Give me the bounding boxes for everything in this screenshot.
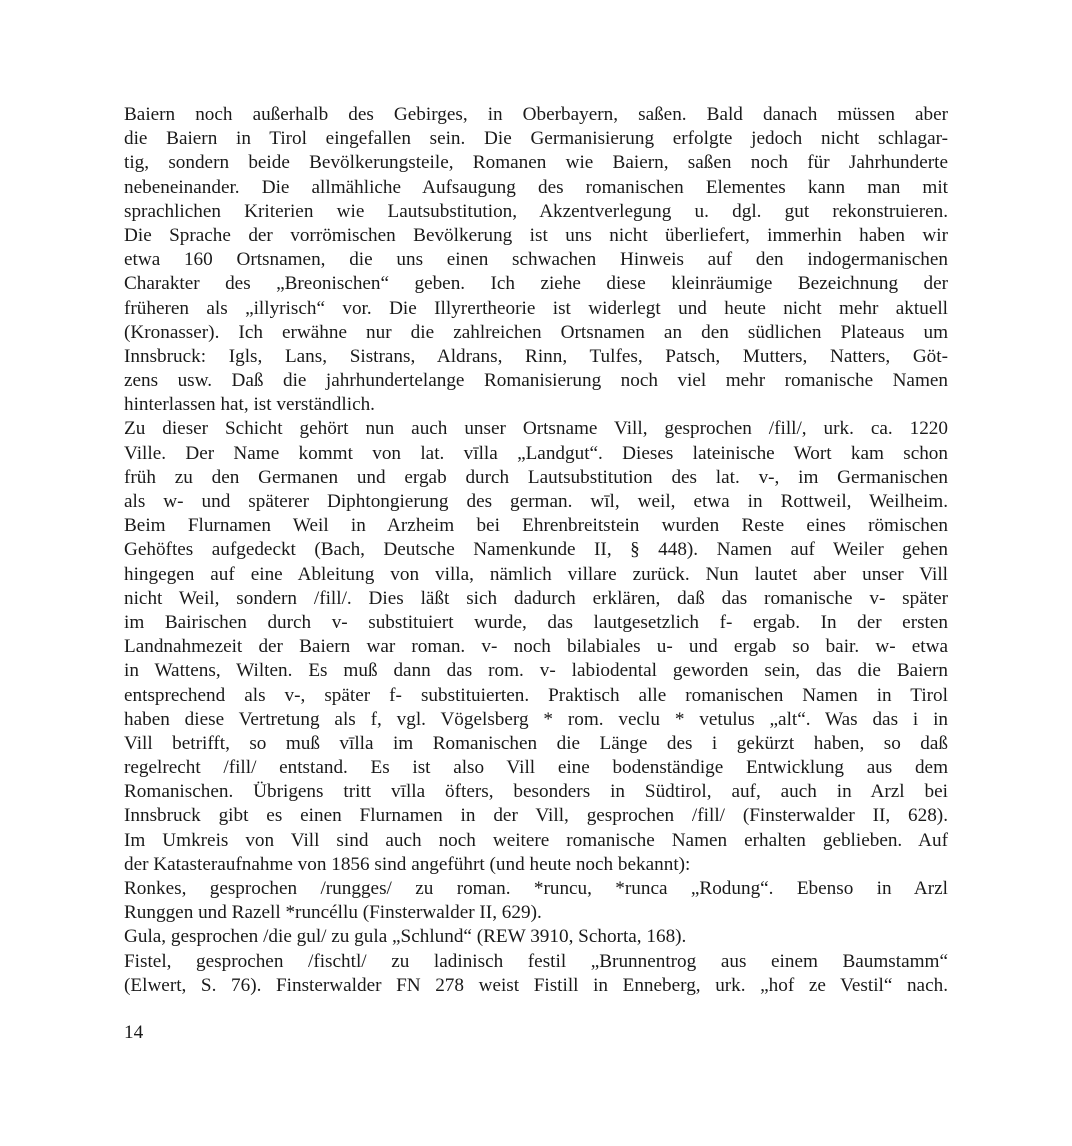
- text-line: in Wattens, Wilten. Es muß dann das rom. v- labiodental geworden sein, das die Baiern: [124, 660, 948, 682]
- text-line: Vill betrifft, so muß vīlla im Romanischen die Länge des i gekürzt haben, so daß: [124, 732, 948, 754]
- text-line: als w- und späterer Diphtongierung des german. wīl, weil, etwa in Rottweil, Weilheim.: [124, 491, 948, 512]
- text-line: Fistel, gesprochen /fischtl/ zu ladinisch festil „Brunnentrog aus einem Baumstamm“: [124, 950, 948, 972]
- text-line: haben diese Vertretung als f, vgl. Vögelsberg * rom. veclu * vetulus „alt“. Was das i in: [124, 708, 948, 730]
- text-line: Innsbruck: Igls, Lans, Sistrans, Aldrans, Rinn, Tulfes, Patsch, Mutters, Natters, Göt-: [124, 345, 948, 367]
- text-line: Ronkes, gesprochen /rungges/ zu roman. *runcu, *runca „Rodung“. Ebenso in Arzl: [124, 878, 948, 899]
- text-line: entsprechend als v-, später f- substituierten. Praktisch alle romanischen Namen in Tirol: [124, 684, 948, 706]
- text-line: Ville. Der Name kommt von lat. vīlla „Landgut“. Dieses lateinische Wort kam schon: [124, 442, 948, 464]
- text-line: Zu dieser Schicht gehört nun auch unser Ortsname Vill, gesprochen /fill/, urk. ca. 1220: [124, 418, 948, 440]
- text-line: Im Umkreis von Vill sind auch noch weitere romanische Namen erhalten geblieben. Auf: [124, 829, 948, 851]
- text-line: Charakter des „Breonischen“ geben. Ich ziehe diese kleinräumige Bezeichnung der: [124, 273, 948, 295]
- text-line: hinterlassen hat, ist verständlich.: [124, 394, 375, 416]
- text-line: Gula, gesprochen /die gul/ zu gula „Schlund“ (REW 3910, Schorta, 168).: [124, 926, 687, 948]
- text-line: zens usw. Daß die jahrhundertelange Romanisierung noch viel mehr romanische Namen: [124, 370, 948, 392]
- text-line: nebeneinander. Die allmähliche Aufsaugung des romanischen Elementes kann man mit: [124, 176, 948, 198]
- text-line: die Baiern in Tirol eingefallen sein. Die Germanisierung erfolgte jedoch nicht schlagar-: [124, 128, 948, 150]
- text-line: früh zu den Germanen und ergab durch Lautsubstitution des lat. v-, im Germanischen: [124, 466, 948, 488]
- text-line: Landnahmezeit der Baiern war roman. v- noch bilabiales u- und ergab so bair. w- etwa: [124, 636, 948, 658]
- text-line: (Elwert, S. 76). Finsterwalder FN 278 weist Fistill in Enneberg, urk. „hof ze Vestil“ nach.: [124, 974, 948, 996]
- text-line: regelrecht /fill/ entstand. Es ist also Vill eine bodenständige Entwicklung aus dem: [124, 757, 948, 779]
- text-line: hingegen auf eine Ableitung von villa, nämlich villare zurück. Nun lautet aber unser Vill: [124, 563, 948, 585]
- text-line: Beim Flurnamen Weil in Arzheim bei Ehrenbreitstein wurden Reste eines römischen: [124, 515, 948, 537]
- text-line: früheren als „illyrisch“ vor. Die Illyrertheorie ist widerlegt und heute nicht mehr aktuell: [124, 297, 948, 319]
- text-line: Runggen und Razell *runcéllu (Finsterwalder II, 629).: [124, 902, 542, 924]
- text-line: Innsbruck gibt es einen Flurnamen in der Vill, gesprochen /fill/ (Finsterwalder II, 628).: [124, 805, 948, 827]
- page-number: 14: [124, 1022, 144, 1043]
- text-line: Gehöftes aufgedeckt (Bach, Deutsche Namenkunde II, § 448). Namen auf Weiler gehen: [124, 539, 948, 561]
- text-line: Romanischen. Übrigens tritt vīlla öfters, besonders in Südtirol, auf, auch in Arzl bei: [124, 781, 948, 803]
- text-line: der Katasteraufnahme von 1856 sind angeführt (und heute noch bekannt):: [124, 853, 691, 875]
- body-text: [124, 103, 948, 998]
- text-line: Die Sprache der vorrömischen Bevölkerung ist uns nicht überliefert, immerhin haben wir: [124, 224, 948, 246]
- text-line: Baiern noch außerhalb des Gebirges, in Oberbayern, saßen. Bald danach müssen aber: [124, 104, 948, 125]
- text-line: tig, sondern beide Bevölkerungsteile, Romanen wie Baiern, saßen noch für Jahrhunderte: [124, 152, 948, 174]
- text-line: im Bairischen durch v- substituiert wurde, das lautgesetzlich f- ergab. In der ersten: [124, 611, 948, 633]
- text-line: etwa 160 Ortsnamen, die uns einen schwachen Hinweis auf den indogermanischen: [124, 249, 948, 271]
- text-line: nicht Weil, sondern /fill/. Dies läßt sich dadurch erklären, daß das romanische v- später: [124, 587, 948, 609]
- text-line: sprachlichen Kriterien wie Lautsubstitution, Akzentverlegung u. dgl. gut rekonstruieren.: [124, 200, 948, 222]
- text-line: (Kronasser). Ich erwähne nur die zahlreichen Ortsnamen an den südlichen Plateaus um: [124, 321, 948, 343]
